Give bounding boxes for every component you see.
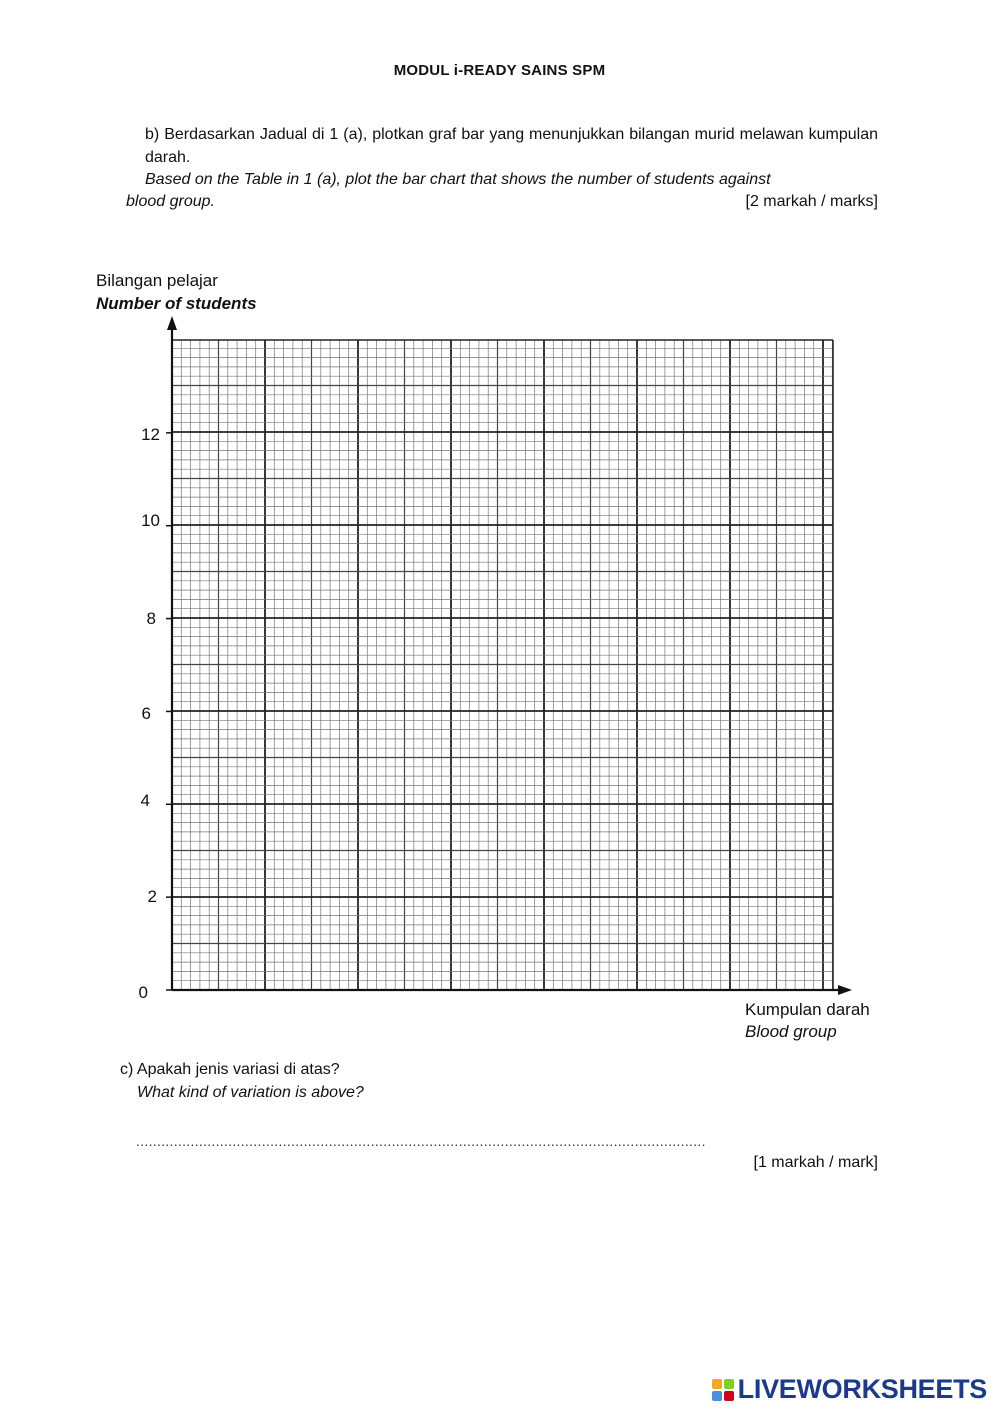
logo-square — [724, 1391, 734, 1401]
y-tick-label: 0 — [138, 983, 148, 1002]
question-b-english-line1: Based on the Table in 1 (a), plot the bar chart that shows the number of students against — [145, 171, 771, 188]
liveworksheets-wordmark: LIVEWORKSHEETS — [737, 1374, 987, 1404]
question-c-marks: [1 markah / mark] — [753, 1154, 878, 1171]
question-c-malay: c) Apakah jenis variasi di atas? — [120, 1061, 340, 1078]
y-tick-label: 12 — [141, 425, 160, 444]
page-header: MODUL i-READY SAINS SPM — [393, 62, 606, 79]
question-c-english: What kind of variation is above? — [137, 1084, 364, 1101]
question-b-malay: b) Berdasarkan Jadual di 1 (a), plotkan graf bar yang menunjukkan bilangan murid melawan kumpulan darah. — [145, 126, 878, 166]
x-axis-arrow-icon — [838, 985, 852, 995]
x-axis-label-english: Blood group — [745, 1022, 837, 1041]
y-tick-label: 4 — [140, 791, 150, 810]
question-b-marks: [2 markah / marks] — [745, 193, 878, 210]
logo-square — [724, 1379, 734, 1389]
y-tick-label: 10 — [141, 511, 160, 530]
answer-blank-line[interactable]: ........................................................................................................................................ — [136, 1133, 706, 1149]
logo-square — [712, 1391, 722, 1401]
question-b-english-line2: blood group. — [126, 193, 215, 210]
logo-square — [712, 1379, 722, 1389]
y-axis-label-english: Number of students — [96, 294, 257, 313]
x-axis-label-malay: Kumpulan darah — [745, 1000, 870, 1019]
y-tick-label: 8 — [146, 609, 156, 628]
y-axis-label-malay: Bilangan pelajar — [96, 271, 218, 290]
liveworksheets-logo-icon — [712, 1379, 734, 1401]
y-tick-label: 2 — [147, 887, 157, 906]
liveworksheets-brand — [712, 1374, 987, 1405]
y-axis-arrow-icon — [167, 316, 177, 330]
y-tick-label: 6 — [141, 704, 151, 723]
